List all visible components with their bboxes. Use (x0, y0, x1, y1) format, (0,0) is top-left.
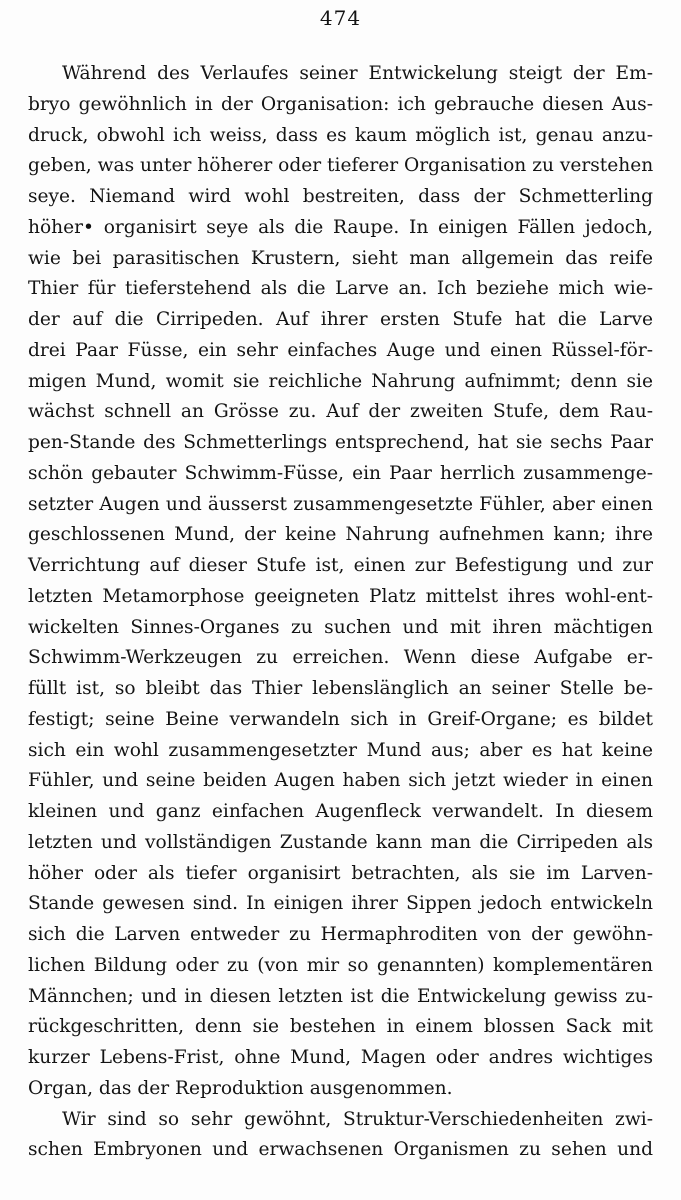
text-line: setzter Augen und äusserst zusammengesetzte Fühler, aber einen (28, 493, 653, 515)
page-number: 474 (319, 6, 362, 30)
text-line: rückgeschritten, denn sie bestehen in einem blossen Sack mit (28, 1016, 653, 1038)
text-line: wie bei parasitischen Krustern, sieht man allgemein das reife (28, 247, 653, 269)
text-line: lichen Bildung oder zu (von mir so genannten) komplementären (28, 954, 653, 976)
text-line: höher oder als tiefer organisirt betrachten, als sie im Larven- (28, 862, 653, 884)
text-line: wickelten Sinnes-Organes zu suchen und mit ihren mächtigen (28, 616, 653, 638)
text-line: Stande gewesen sind. In einigen ihrer Sippen jedoch entwickeln (28, 893, 653, 915)
text-line: festigt; seine Beine verwandeln sich in Greif-Organe; es bildet (28, 708, 653, 730)
text-line: Fühler, und seine beiden Augen haben sich jetzt wieder in einen (28, 770, 653, 792)
text-line: geben, was unter höherer oder tieferer Organisation zu verstehen (28, 155, 654, 177)
body-text (28, 59, 653, 1166)
text-line: füllt ist, so bleibt das Thier lebenslänglich an seiner Stelle be- (28, 678, 653, 699)
text-line: geschlossenen Mund, der keine Nahrung aufnehmen kann; ihre (28, 524, 653, 546)
text-line: bryo gewöhnlich in der Organisation: ich gebrauche diesen Aus- (28, 93, 653, 115)
text-line: migen Mund, womit sie reichliche Nahrung aufnimmt; denn sie (28, 370, 653, 392)
text-line: der auf die Cirripeden. Auf ihrer ersten Stufe hat die Larve (28, 309, 653, 330)
text-line: letzten Metamorphose geeigneten Platz mittelst ihres wohl-ent- (28, 585, 653, 607)
text-line: schen Embryonen und erwachsenen Organismen zu sehen und (28, 1139, 653, 1161)
text-line: Während des Verlaufes seiner Entwickelung steigt der Em- (62, 63, 653, 84)
text-line: Männchen; und in diesen letzten ist die Entwickelung gewiss zu- (28, 985, 653, 1007)
text-line: pen-Stande des Schmetterlings entsprechend, hat sie sechs Paar (28, 432, 653, 453)
text-line: sich ein wohl zusammengesetzter Mund aus; aber es hat keine (28, 739, 653, 761)
text-line: schön gebauter Schwimm-Füsse, ein Paar herrlich zusammenge- (28, 462, 653, 484)
text-line: wächst schnell an Grösse zu. Auf der zweiten Stufe, dem Rau- (28, 401, 653, 423)
text-line: Organ, das der Reproduktion ausgenommen. (28, 1077, 453, 1099)
text-line: Wir sind so sehr gewöhnt, Struktur-Verschiedenheiten zwi- (62, 1108, 653, 1130)
text-line: sich die Larven entweder zu Hermaphroditen von der gewöhn- (28, 924, 653, 945)
text-line: druck, obwohl ich weiss, dass es kaum möglich ist, genau anzu- (28, 124, 653, 146)
text-line: Schwimm-Werkzeugen zu erreichen. Wenn diese Aufgabe er- (28, 647, 653, 669)
text-line: Verrichtung auf dieser Stufe ist, einen zur Befestigung und zur (28, 555, 653, 576)
text-line: Thier für tieferstehend als die Larve an. Ich beziehe mich wie- (28, 278, 653, 300)
text-line: höher• organisirt seye als die Raupe. In einigen Fällen jedoch, (28, 216, 653, 238)
text-line: drei Paar Füsse, ein sehr einfaches Auge und einen Rüssel-för- (28, 339, 653, 361)
text-line: kleinen und ganz einfachen Augenfleck verwandelt. In diesem (28, 801, 653, 822)
text-line: letzten und vollständigen Zustande kann man die Cirripeden als (28, 831, 653, 853)
text-line: seye. Niemand wird wohl bestreiten, dass der Schmetterling (28, 186, 653, 207)
text-line: kurzer Lebens-Frist, ohne Mund, Magen oder andres wichtiges (28, 1047, 653, 1068)
